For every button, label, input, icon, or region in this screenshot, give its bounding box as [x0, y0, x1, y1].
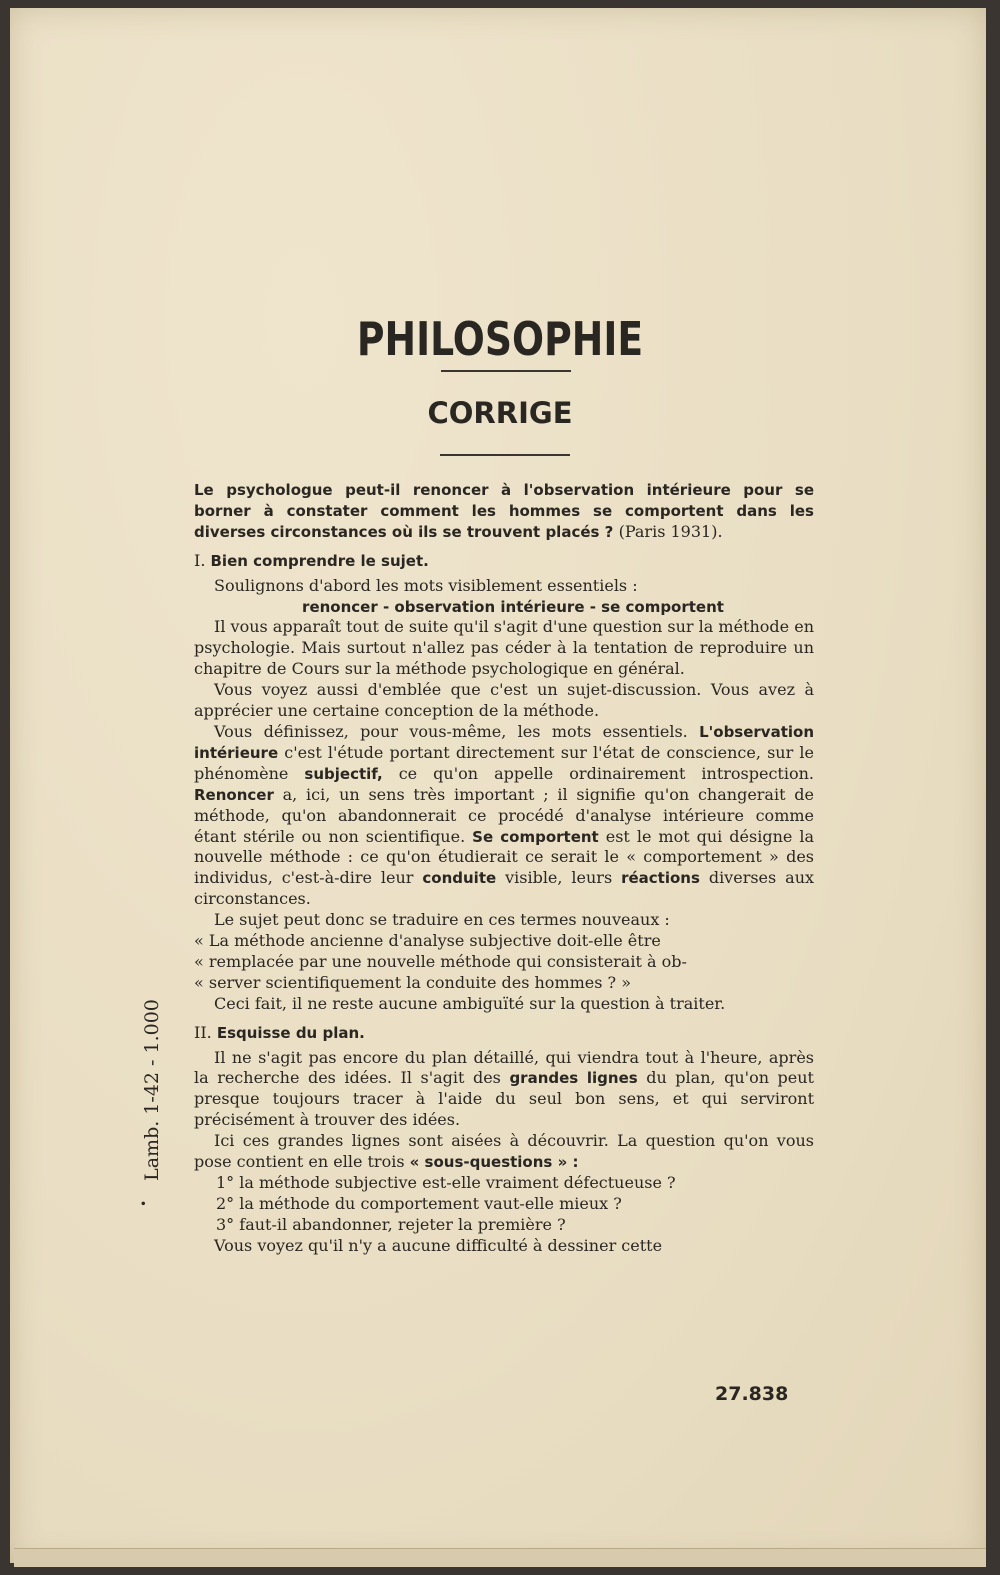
- s2p1-text-2: du plan, qu'on peut presque toujours tracer à l'aide du seul bon sens, et qui serviront précisément à trouver des idées.: [194, 1068, 814, 1130]
- p4-text-1: Vous définissez, pour vous-même, les mots essentiels.: [214, 721, 700, 741]
- quote-line-3: « server scientifiquement la conduite des hommes ? »: [194, 972, 631, 992]
- p4-text-4: a, ici, un sens très important ; il signifie qu'on changerait de méthode, qu'on abandonnerait ce procédé d'analyse intérieure comme étant stérile ou non scientifique.: [194, 784, 814, 846]
- section-2-number: II.: [194, 1022, 212, 1042]
- list-item: 1° la méthode subjective est-elle vraiment défectueuse ?: [216, 1173, 676, 1192]
- page-number: 27.838: [715, 1383, 789, 1405]
- page-subtitle: CORRIGE: [427, 396, 573, 430]
- quote-line-2: « remplacée par une nouvelle méthode qui consisterait à ob-: [194, 951, 687, 971]
- p4-bold-4: Se comportent: [472, 827, 599, 846]
- printer-note-text: Lamb. 1-42 - 1.000: [141, 999, 163, 1181]
- p4-text-6: visible, leurs: [496, 868, 622, 888]
- section-2-title: Esquisse du plan.: [216, 1023, 365, 1042]
- sheet-edge: [14, 1548, 986, 1567]
- title-underline: [441, 370, 571, 372]
- s2p2-text-1: Ici ces grandes lignes sont aisées à découvrir. La question qu'on vous pose contient en elle trois: [194, 1131, 814, 1172]
- section-1-number: I.: [194, 550, 206, 570]
- section-2-paragraph-1: [194, 1048, 814, 1132]
- question-text: Le psychologue peut-il renoncer à l'observation intérieure pour se borner à constater comment les hommes se comportent dans les diverses circonstances où ils se trouvent placés ?: [194, 481, 814, 541]
- p4-bold-5: conduite: [422, 869, 497, 888]
- list-item: 3° faut-il abandonner, rejeter la première ?: [216, 1214, 566, 1234]
- p4-text-7: diverses aux circonstances.: [194, 868, 815, 909]
- s2p1-bold-1: grandes lignes: [509, 1069, 638, 1088]
- section-1-heading: [194, 551, 814, 572]
- quote-line-1: « La méthode ancienne d'analyse subjective doit-elle être: [194, 931, 661, 951]
- p4-bold-2: subjectif,: [304, 764, 383, 783]
- section-2-paragraph-3: Vous voyez qu'il n'y a aucune difficulté à dessiner cette: [214, 1235, 663, 1255]
- section-1-paragraph-2: Il vous apparaît tout de suite qu'il s'agit d'une question sur la méthode en psychologie. Mais surtout n'allez pas céder à la tentation de reproduire un chapitre de Cours sur la méthode psychologique en général.: [194, 617, 814, 679]
- p4-text-3: ce qu'on appelle ordinairement introspection.: [382, 763, 815, 783]
- s2p2-bold-1: « sous-questions » :: [409, 1153, 579, 1172]
- section-1-paragraph-3: Vous voyez aussi d'emblée que c'est un sujet-discussion. Vous avez à apprécier une certaine conception de la méthode.: [194, 680, 814, 721]
- section-2-paragraph-2: [194, 1131, 814, 1173]
- section-1-title: Bien comprendre le sujet.: [210, 551, 429, 570]
- p4-bold-1: L'observation intérieure: [194, 722, 814, 762]
- section-1-paragraph-1: Soulignons d'abord les mots visiblement essentiels :: [214, 575, 638, 595]
- section-1-paragraph-4: [194, 722, 814, 910]
- keywords-line: renoncer - observation intérieure - se comportent: [302, 597, 724, 616]
- printer-note: [137, 999, 163, 1207]
- page-title: PHILOSOPHIE: [356, 312, 644, 366]
- s2p1-text-1: Il ne s'agit pas encore du plan détaillé, qui viendra tout à l'heure, après la recherche des idées. Il s'agit des: [194, 1047, 814, 1088]
- question-source: (Paris 1931).: [618, 521, 723, 541]
- section-1-paragraph-5: Le sujet peut donc se traduire en ces termes nouveaux :: [214, 910, 670, 930]
- p4-bold-6: réactions: [621, 869, 700, 888]
- section-1-paragraph-6: Ceci fait, il ne reste aucune ambiguïté sur la question à traiter.: [214, 993, 726, 1013]
- p4-text-5: est le mot qui désigne la nouvelle méthode : ce qu'on étudierait ce serait le « comportement » des individus, c'est-à-dire leur: [194, 826, 814, 888]
- subtitle-underline: [440, 454, 570, 456]
- list-item: 2° la méthode du comportement vaut-elle mieux ?: [216, 1193, 622, 1213]
- question: [194, 480, 814, 543]
- document-body: [194, 480, 814, 1257]
- section-2-heading: [194, 1023, 814, 1044]
- p4-bold-3: Renoncer: [194, 785, 274, 804]
- p4-text-2: c'est l'étude portant directement sur l'état de conscience, sur le phénomène: [194, 742, 814, 783]
- sub-questions-list: [194, 1173, 814, 1236]
- side-mark: •: [137, 1199, 151, 1207]
